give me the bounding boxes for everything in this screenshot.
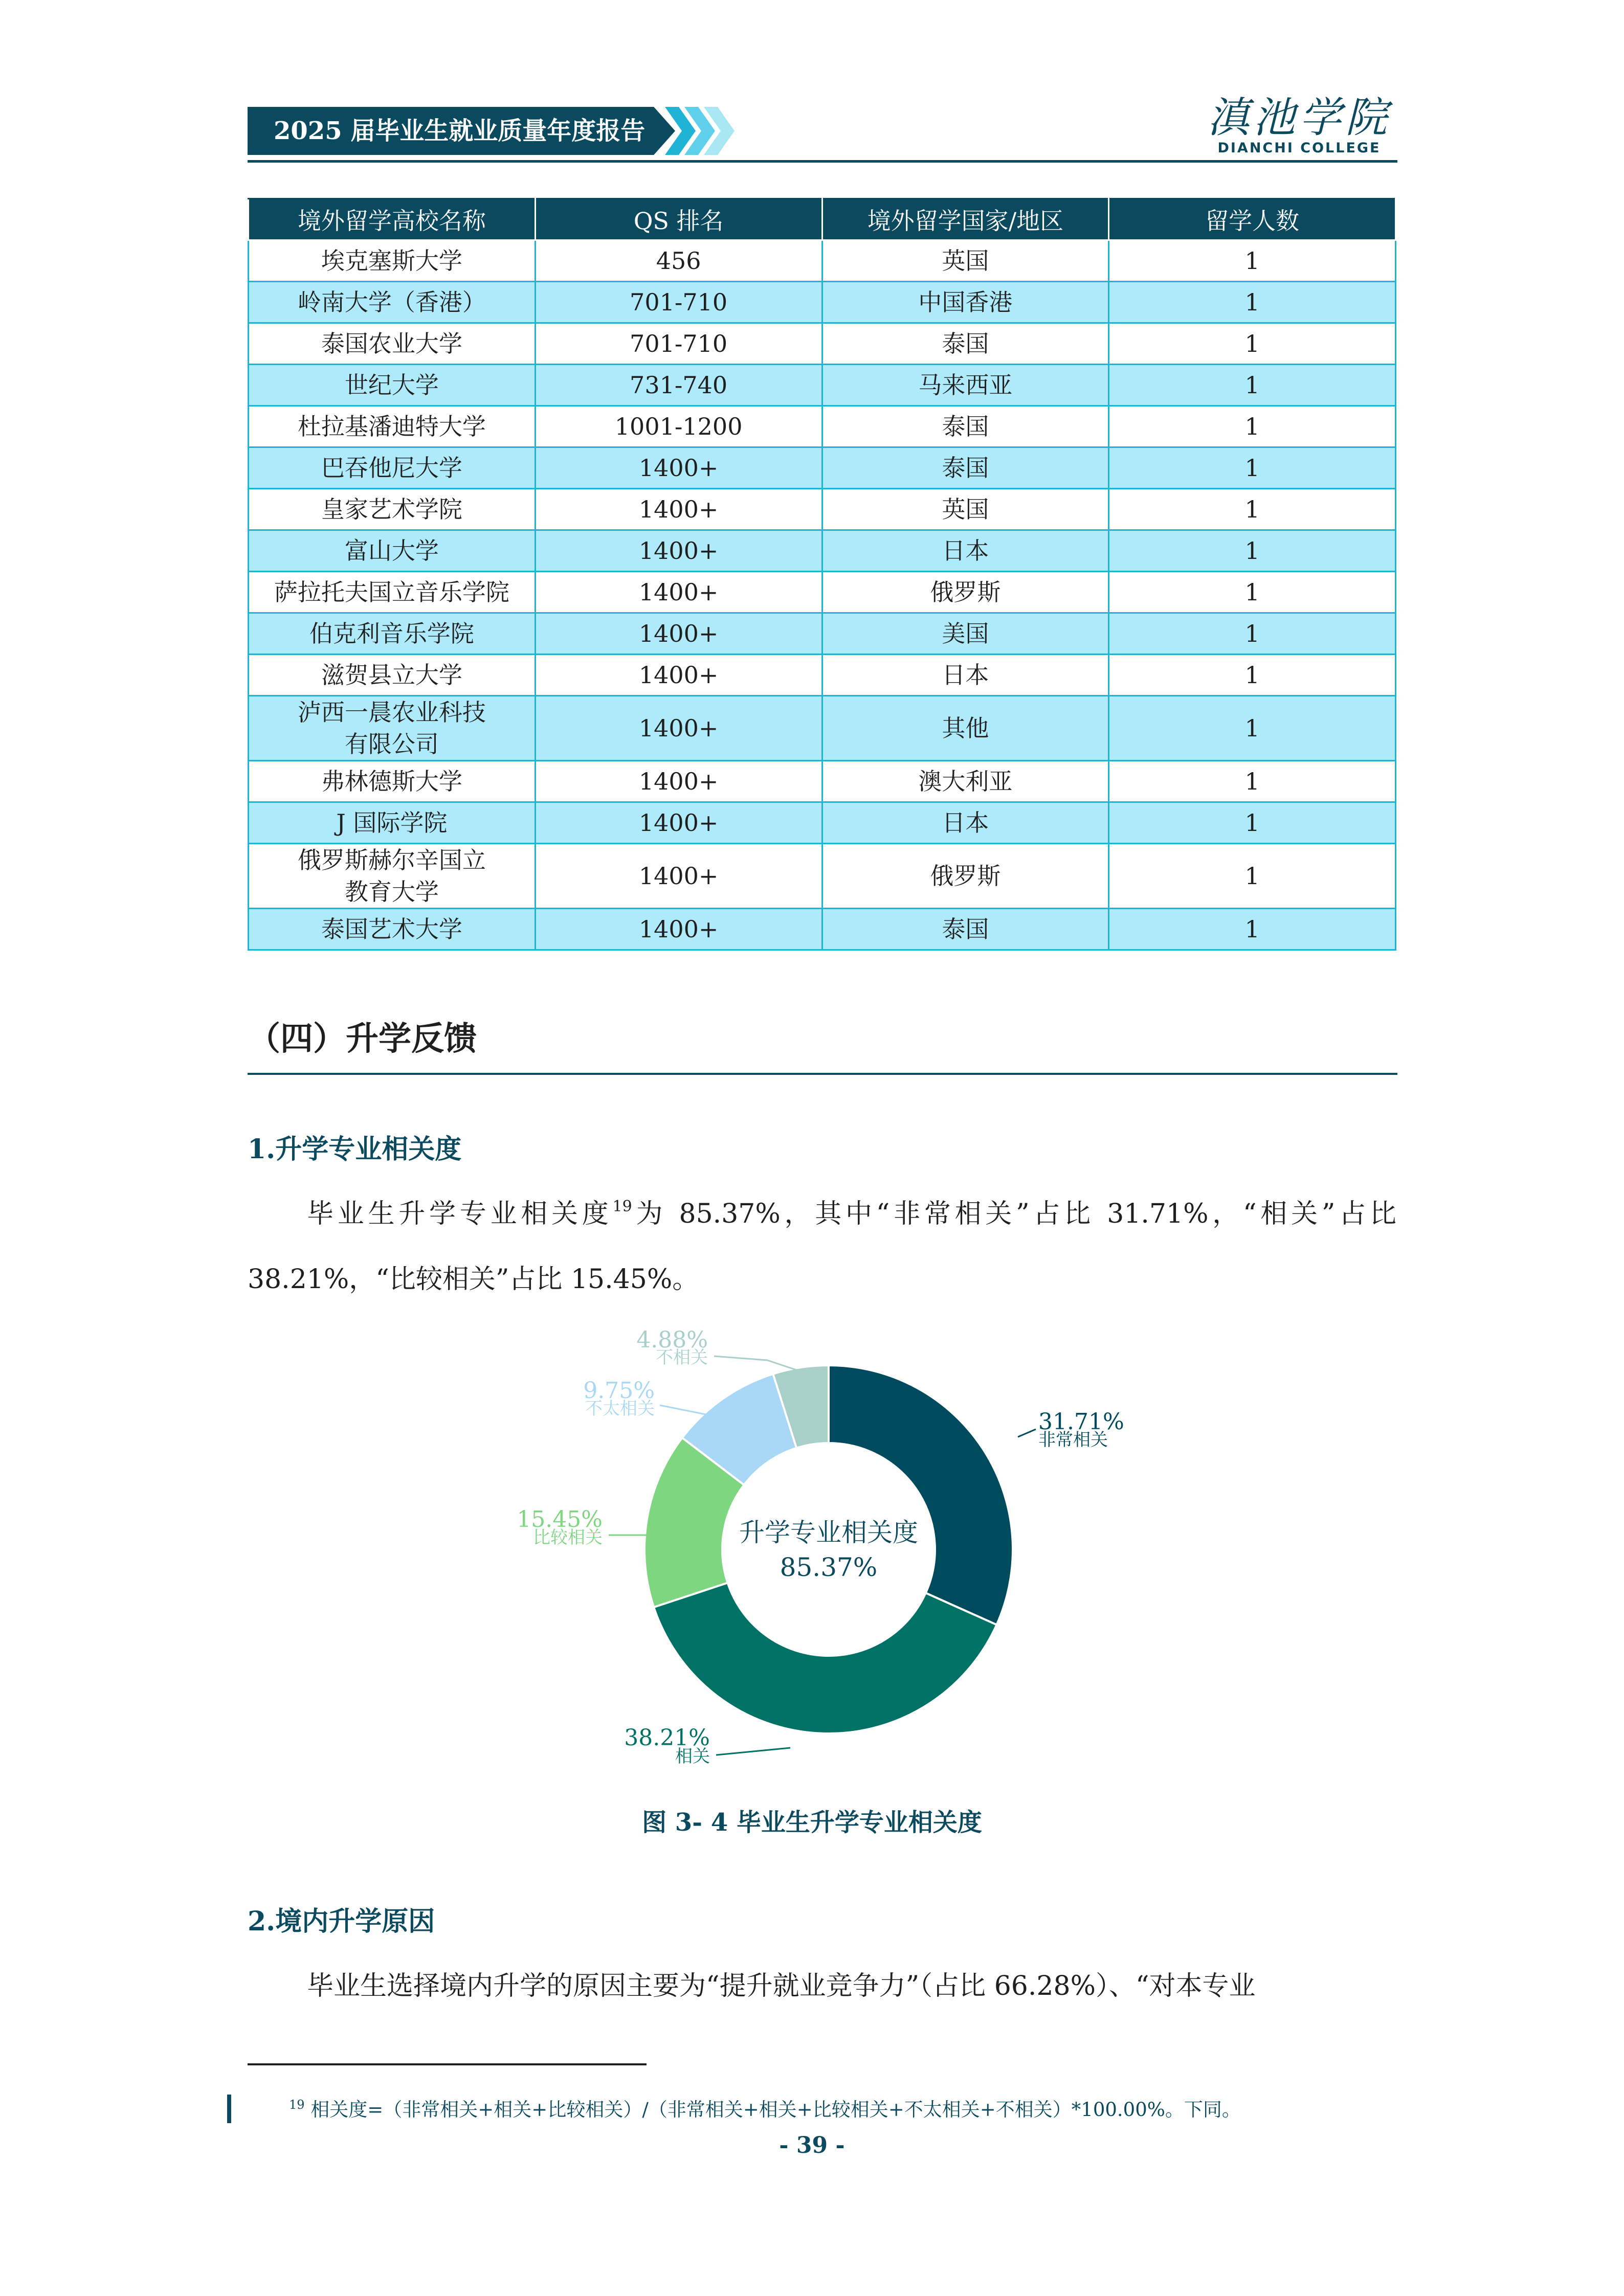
cell-country: 俄罗斯 — [822, 572, 1109, 613]
cell-school: 富山大学 — [249, 530, 536, 572]
cell-country: 俄罗斯 — [822, 844, 1109, 909]
cell-count: 1 — [1109, 572, 1396, 613]
table-row — [249, 572, 1396, 613]
cell-qs-rank: 1400+ — [535, 802, 822, 844]
cell-school: 世纪大学 — [249, 365, 536, 406]
cell-qs-rank: 1400+ — [535, 530, 822, 572]
cell-count: 1 — [1109, 802, 1396, 844]
cell-qs-rank: 456 — [535, 240, 822, 282]
slice-value-label: 4.88% — [636, 1327, 708, 1353]
cell-school: 弗林德斯大学 — [249, 761, 536, 802]
para-text-a: 毕业生升学专业相关度 — [307, 1199, 613, 1229]
cell-country: 泰国 — [822, 406, 1109, 447]
cell-school: 伯克利音乐学院 — [249, 613, 536, 655]
para-text-b: 为 85.37%，其中“非常相关”占比 31.71%，“相关”占比 38.21%，“比较相关”占比 15.45%。 — [248, 1199, 1396, 1295]
footnote-text: 相关度=（非常相关+相关+比较相关）/（非常相关+相关+比较相关+不太相关+不相关）*100.00%。下同。 — [304, 2099, 1241, 2121]
cell-country: 日本 — [822, 530, 1109, 572]
table-header-row — [249, 199, 1396, 240]
cell-country: 澳大利亚 — [822, 761, 1109, 802]
table-row — [249, 909, 1396, 950]
cell-country: 日本 — [822, 655, 1109, 696]
label-leader-line — [716, 1748, 790, 1755]
overseas-study-table — [248, 198, 1396, 951]
cell-school: 泸西一晨农业科技 有限公司 — [249, 696, 536, 761]
cell-count: 1 — [1109, 365, 1396, 406]
cell-qs-rank: 1400+ — [535, 696, 822, 761]
cell-count: 1 — [1109, 489, 1396, 530]
page-number: - 39 - — [779, 2132, 845, 2158]
cell-qs-rank: 1400+ — [535, 844, 822, 909]
slice-category-label: 相关 — [675, 1746, 710, 1767]
table-row — [249, 696, 1396, 761]
footnote — [289, 2094, 1241, 2122]
cell-count: 1 — [1109, 282, 1396, 323]
college-logo-en: DIANCHI COLLEGE — [1217, 140, 1381, 156]
col-header-country: 境外留学国家/地区 — [822, 199, 1109, 240]
table-row — [249, 447, 1396, 489]
cell-qs-rank: 1400+ — [535, 447, 822, 489]
label-leader-line — [1018, 1429, 1036, 1437]
col-header-school: 境外留学高校名称 — [249, 199, 536, 240]
figure-caption: 图 3- 4 毕业生升学专业相关度 — [642, 1808, 982, 1837]
table-row — [249, 844, 1396, 909]
cell-count: 1 — [1109, 240, 1396, 282]
donut-center-label: 升学专业相关度 — [739, 1518, 918, 1547]
reasons-paragraph: 毕业生选择境内升学的原因主要为“提升就业竞争力”（占比 66.28%）、“对本专业 — [307, 1971, 1256, 2001]
slice-value-label: 38.21% — [624, 1725, 710, 1751]
table-row — [249, 365, 1396, 406]
slice-category-label: 不相关 — [656, 1347, 708, 1368]
cell-country: 其他 — [822, 696, 1109, 761]
cell-qs-rank: 1400+ — [535, 489, 822, 530]
subsection-title-reasons: 2.境内升学原因 — [248, 1906, 435, 1937]
cell-school: 皇家艺术学院 — [249, 489, 536, 530]
header-divider — [248, 160, 1397, 163]
section-title: （四）升学反馈 — [248, 1020, 477, 1058]
slice-value-label: 9.75% — [583, 1378, 655, 1404]
college-logo-cn: 滇池学院 — [1207, 94, 1391, 142]
slice-category-label: 不太相关 — [585, 1399, 655, 1419]
cell-qs-rank: 1400+ — [535, 761, 822, 802]
cell-count: 1 — [1109, 655, 1396, 696]
cell-country: 中国香港 — [822, 282, 1109, 323]
cell-qs-rank: 701-710 — [535, 282, 822, 323]
table-row — [249, 323, 1396, 365]
cell-country: 泰国 — [822, 323, 1109, 365]
slice-category-label: 比较相关 — [533, 1527, 603, 1548]
cell-country: 泰国 — [822, 447, 1109, 489]
cell-school: 杜拉基潘迪特大学 — [249, 406, 536, 447]
cell-country: 美国 — [822, 613, 1109, 655]
report-title: 2025 届毕业生就业质量年度报告 — [274, 117, 646, 145]
slice-category-label: 非常相关 — [1038, 1430, 1108, 1450]
cell-qs-rank: 701-710 — [535, 323, 822, 365]
cell-count: 1 — [1109, 323, 1396, 365]
table-row — [249, 282, 1396, 323]
cell-qs-rank: 1400+ — [535, 655, 822, 696]
donut-slice — [829, 1365, 1013, 1625]
cell-school: 泰国农业大学 — [249, 323, 536, 365]
cell-count: 1 — [1109, 447, 1396, 489]
cell-count: 1 — [1109, 613, 1396, 655]
cell-school: J 国际学院 — [249, 802, 536, 844]
cell-country: 英国 — [822, 240, 1109, 282]
cell-count: 1 — [1109, 530, 1396, 572]
cell-country: 日本 — [822, 802, 1109, 844]
table-row — [249, 655, 1396, 696]
col-header-count: 留学人数 — [1109, 199, 1396, 240]
relevance-donut-chart — [491, 1319, 1125, 1780]
section-divider — [248, 1073, 1397, 1075]
cell-qs-rank: 1400+ — [535, 909, 822, 950]
table-row — [249, 240, 1396, 282]
cell-count: 1 — [1109, 909, 1396, 950]
cell-country: 马来西亚 — [822, 365, 1109, 406]
cell-qs-rank: 1400+ — [535, 572, 822, 613]
table-row — [249, 613, 1396, 655]
footnote-ref: 19 — [612, 1198, 632, 1215]
cell-country: 英国 — [822, 489, 1109, 530]
footnote-marker — [227, 2095, 231, 2123]
table-row — [249, 761, 1396, 802]
table-row — [249, 530, 1396, 572]
cell-qs-rank: 1001-1200 — [535, 406, 822, 447]
cell-country: 泰国 — [822, 909, 1109, 950]
cell-count: 1 — [1109, 761, 1396, 802]
relevance-paragraph — [248, 1181, 1396, 1312]
subsection-title-relevance: 1.升学专业相关度 — [248, 1134, 462, 1165]
footnote-divider — [248, 2063, 647, 2065]
cell-count: 1 — [1109, 844, 1396, 909]
cell-school: 埃克塞斯大学 — [249, 240, 536, 282]
cell-school: 泰国艺术大学 — [249, 909, 536, 950]
cell-qs-rank: 731-740 — [535, 365, 822, 406]
cell-school: 滋贺县立大学 — [249, 655, 536, 696]
cell-school: 萨拉托夫国立音乐学院 — [249, 572, 536, 613]
label-leader-line — [714, 1356, 798, 1370]
cell-school: 岭南大学（香港） — [249, 282, 536, 323]
donut-center-value: 85.37% — [780, 1552, 878, 1582]
table-row — [249, 802, 1396, 844]
cell-count: 1 — [1109, 696, 1396, 761]
cell-school: 巴吞他尼大学 — [249, 447, 536, 489]
col-header-qs-rank: QS 排名 — [535, 199, 822, 240]
cell-qs-rank: 1400+ — [535, 613, 822, 655]
table-row — [249, 406, 1396, 447]
slice-value-label: 31.71% — [1038, 1409, 1124, 1435]
cell-school: 俄罗斯赫尔辛国立 教育大学 — [249, 844, 536, 909]
donut-slice — [654, 1583, 996, 1734]
slice-value-label: 15.45% — [517, 1506, 603, 1533]
cell-count: 1 — [1109, 406, 1396, 447]
footnote-number: 19 — [289, 2098, 305, 2112]
table-row — [249, 489, 1396, 530]
